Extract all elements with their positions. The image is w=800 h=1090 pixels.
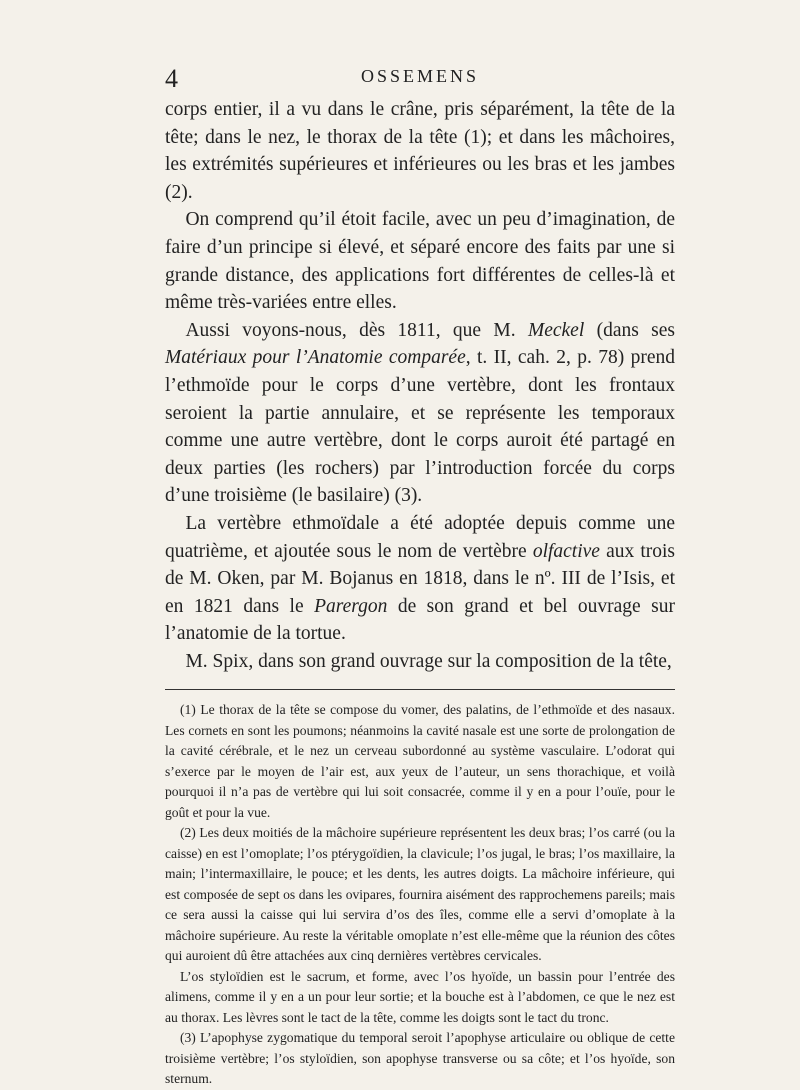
page-number: 4 <box>165 64 178 93</box>
work-title-materiaux: Matériaux pour l’Anatomie comparée <box>165 347 466 369</box>
main-text <box>165 96 675 675</box>
paragraph-4: La vertèbre ethmoïdale a été adoptée depuis comme une quatrième, et ajoutée sous le nom de vertèbre olfactive aux trois de M. Oken, par M. Bojanus en 1818, dans le nº. III de l’Isis, et en 1821 dans le Parergon de son grand et bel ouvrage sur l’anatomie de la tortue. <box>165 512 676 645</box>
paragraph-5: M. Spix, dans son grand ouvrage sur la composition de la tête, <box>185 650 672 672</box>
term-olfactive: olfactive <box>532 540 600 562</box>
footnotes <box>165 700 675 1090</box>
paragraph-3: Aussi voyons-nous, dès 1811, que M. Meckel (dans ses Matériaux pour l’Anatomie comparée, t. II, cah. 2, p. 78) prend l’ethmoïde pour le corps d’une vertèbre, dont les frontaux seroient la partie annulaire, et se représente les temporaux comme une autre vertèbre, dont le corps auroit été partagé en deux parties (les rochers) par l’introduction forcée du corps d’une troisième (le basilaire) (3). <box>165 319 675 507</box>
paragraph-2: On comprend qu’il étoit facile, avec un peu d’imagination, de faire d’un principe si élevé, et séparé encore des faits par une si grande distance, des applications fort différentes de celles-là et même très-variées entre elles. <box>165 209 675 314</box>
footnote-3: (3) L’apophyse zygomatique du temporal seroit l’apophyse articulaire ou oblique de cette troisième vertèbre; l’os styloïdien, son apophyse transverse ou sa côte; et l’os hyoïde, son sternum. <box>165 1030 675 1087</box>
paragraph-1: corps entier, il a vu dans le crâne, pris séparément, la tête de la tête; dans le nez, le thorax de la tête (1); et dans les mâchoires, les extrémités supérieures et inférieures ou les bras et les jambes (2). <box>165 99 675 203</box>
page-header <box>165 64 675 93</box>
book-page <box>165 64 675 1090</box>
author-meckel: Meckel <box>527 319 585 341</box>
footnote-1: (1) Le thorax de la tête se compose du vomer, des palatins, de l’ethmoïde et des nasaux. Les cornets en sont les poumons; néanmoins la cavité nasale est une sorte de prolongation de la cavité cérébrale, et le nez un cerveau subordonné au système vasculaire. L’odorat qui s’exerce par le moyen de l’air est, aux yeux de l’auteur, un sens thorachique, et voilà pourquoi il n’a pas de vertèbre qui lui soit consacrée, comme il y en a pour l’ouïe, pour le goût et pour la vue. <box>165 702 675 820</box>
footnote-divider <box>165 689 675 690</box>
running-title: OSSEMENS <box>360 66 480 86</box>
footnote-2: (2) Les deux moitiés de la mâchoire supérieure représentent les deux bras; l’os carré (ou la caisse) en est l’omoplate; l’os ptérygoïdien, la clavicule; l’os jugal, le bras; l’os maxillaire, la main; l’intermaxillaire, le pouce; et les dents, les autres doigts. La mâchoire inférieure, qui est composée de sept os dans les ovipares, fournira aisément des rapprochemens pareils; mais ce sera aussi la caisse qui lui servira d’os des îles, comme elle a servi d’omoplate à la mâchoire supérieure. Au reste la véritable omoplate n’est elle-même que la réunion des côtes qui auroient dû être attachées aux cinq dernières vertèbres cervicales. <box>165 825 675 964</box>
work-title-parergon: Parergon <box>314 595 388 617</box>
footnote-2-continued: L’os styloïdien est le sacrum, et forme, avec l’os hyoïde, un bassin pour l’entrée des alimens, comme il y en a un pour leur sortie; et la bouche est à l’abdomen, ce que le nez est au thorax. Les lèvres sont le tact de la tête, comme les doigts sont le tact du tronc. <box>165 968 675 1025</box>
